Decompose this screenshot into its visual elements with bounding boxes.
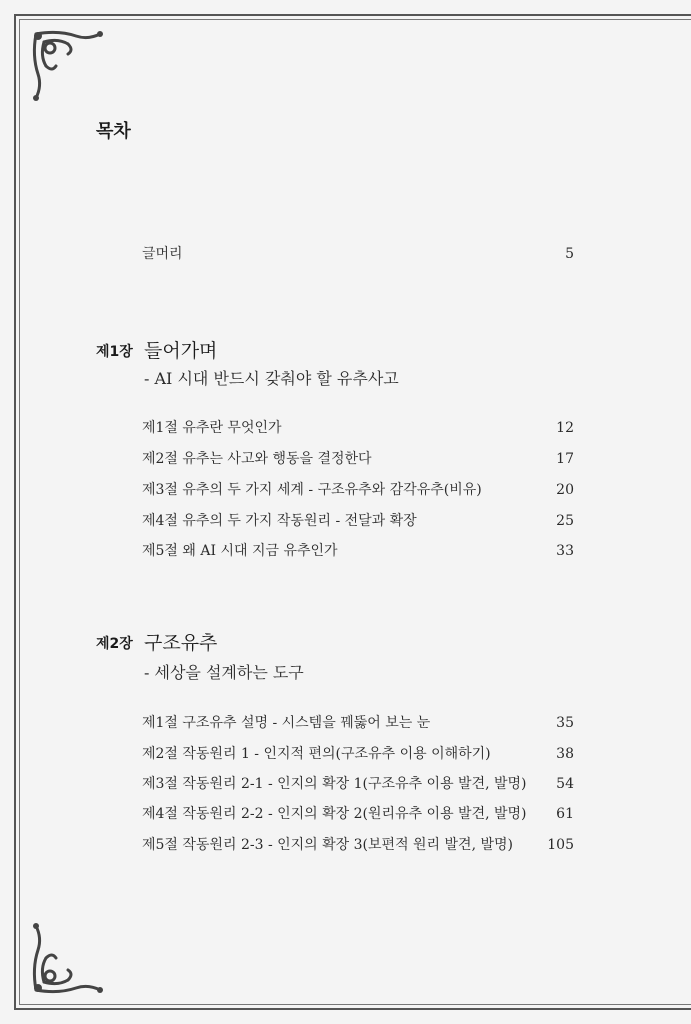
- entry-label: 제1절 구조유추 설명 - 시스템을 꿰뚫어 보는 눈: [142, 715, 431, 731]
- page-number: 38: [556, 746, 574, 762]
- corner-flourish-icon: [28, 918, 108, 998]
- toc-entry[interactable]: [142, 773, 574, 793]
- entry-label: 제3절 유추의 두 가지 세계 - 구조유추와 감각유추(비유): [142, 482, 482, 498]
- page-number: 20: [556, 482, 574, 498]
- corner-flourish-icon: [28, 26, 108, 106]
- toc-entry[interactable]: [142, 803, 574, 823]
- page-number: 105: [547, 837, 574, 853]
- entry-label: 글머리: [142, 246, 183, 262]
- page-number: 54: [556, 776, 574, 792]
- entry-label: 제2절 작동원리 1 - 인지적 편의(구조유추 이용 이해하기): [142, 746, 491, 762]
- chapter-title[interactable]: 구조유추: [144, 632, 218, 654]
- chapter-title[interactable]: 들어가며: [144, 340, 218, 362]
- chapter-subtitle: - 세상을 설계하는 도구: [144, 663, 304, 682]
- entry-label: 제5절 작동원리 2-3 - 인지의 확장 3(보편적 원리 발견, 발명): [142, 837, 513, 853]
- entry-label: 제5절 왜 AI 시대 지금 유추인가: [142, 543, 338, 559]
- entry-label: 제3절 작동원리 2-1 - 인지의 확장 1(구조유추 이용 발견, 발명): [142, 776, 527, 792]
- toc-entry[interactable]: [142, 448, 574, 468]
- toc-entry[interactable]: [142, 540, 574, 560]
- toc-entry[interactable]: [142, 712, 574, 732]
- entry-label: 제4절 작동원리 2-2 - 인지의 확장 2(원리유추 이용 발견, 발명): [142, 806, 527, 822]
- toc-entry[interactable]: [142, 479, 574, 499]
- entry-label: 제4절 유추의 두 가지 작동원리 - 전달과 확장: [142, 513, 417, 529]
- page-number: 5: [565, 246, 574, 262]
- toc-entry[interactable]: [142, 417, 574, 437]
- page-title: 목차: [96, 121, 131, 142]
- toc-entry-preface[interactable]: [142, 243, 574, 263]
- chapter-subtitle: - AI 시대 반드시 갖춰야 할 유추사고: [144, 369, 399, 388]
- page-number: 33: [556, 543, 574, 559]
- page-number: 17: [556, 451, 574, 467]
- chapter-tag: 제2장: [96, 636, 133, 652]
- toc-entry[interactable]: [142, 743, 574, 763]
- entry-label: 제1절 유추란 무엇인가: [142, 420, 282, 436]
- chapter-tag: 제1장: [96, 344, 133, 360]
- page-number: 25: [556, 513, 574, 529]
- entry-label: 제2절 유추는 사고와 행동을 결정한다: [142, 451, 372, 467]
- toc-entry[interactable]: [142, 510, 574, 530]
- page-number: 12: [556, 420, 574, 436]
- page-number: 35: [556, 715, 574, 731]
- toc-entry[interactable]: [142, 834, 574, 854]
- page-number: 61: [556, 806, 574, 822]
